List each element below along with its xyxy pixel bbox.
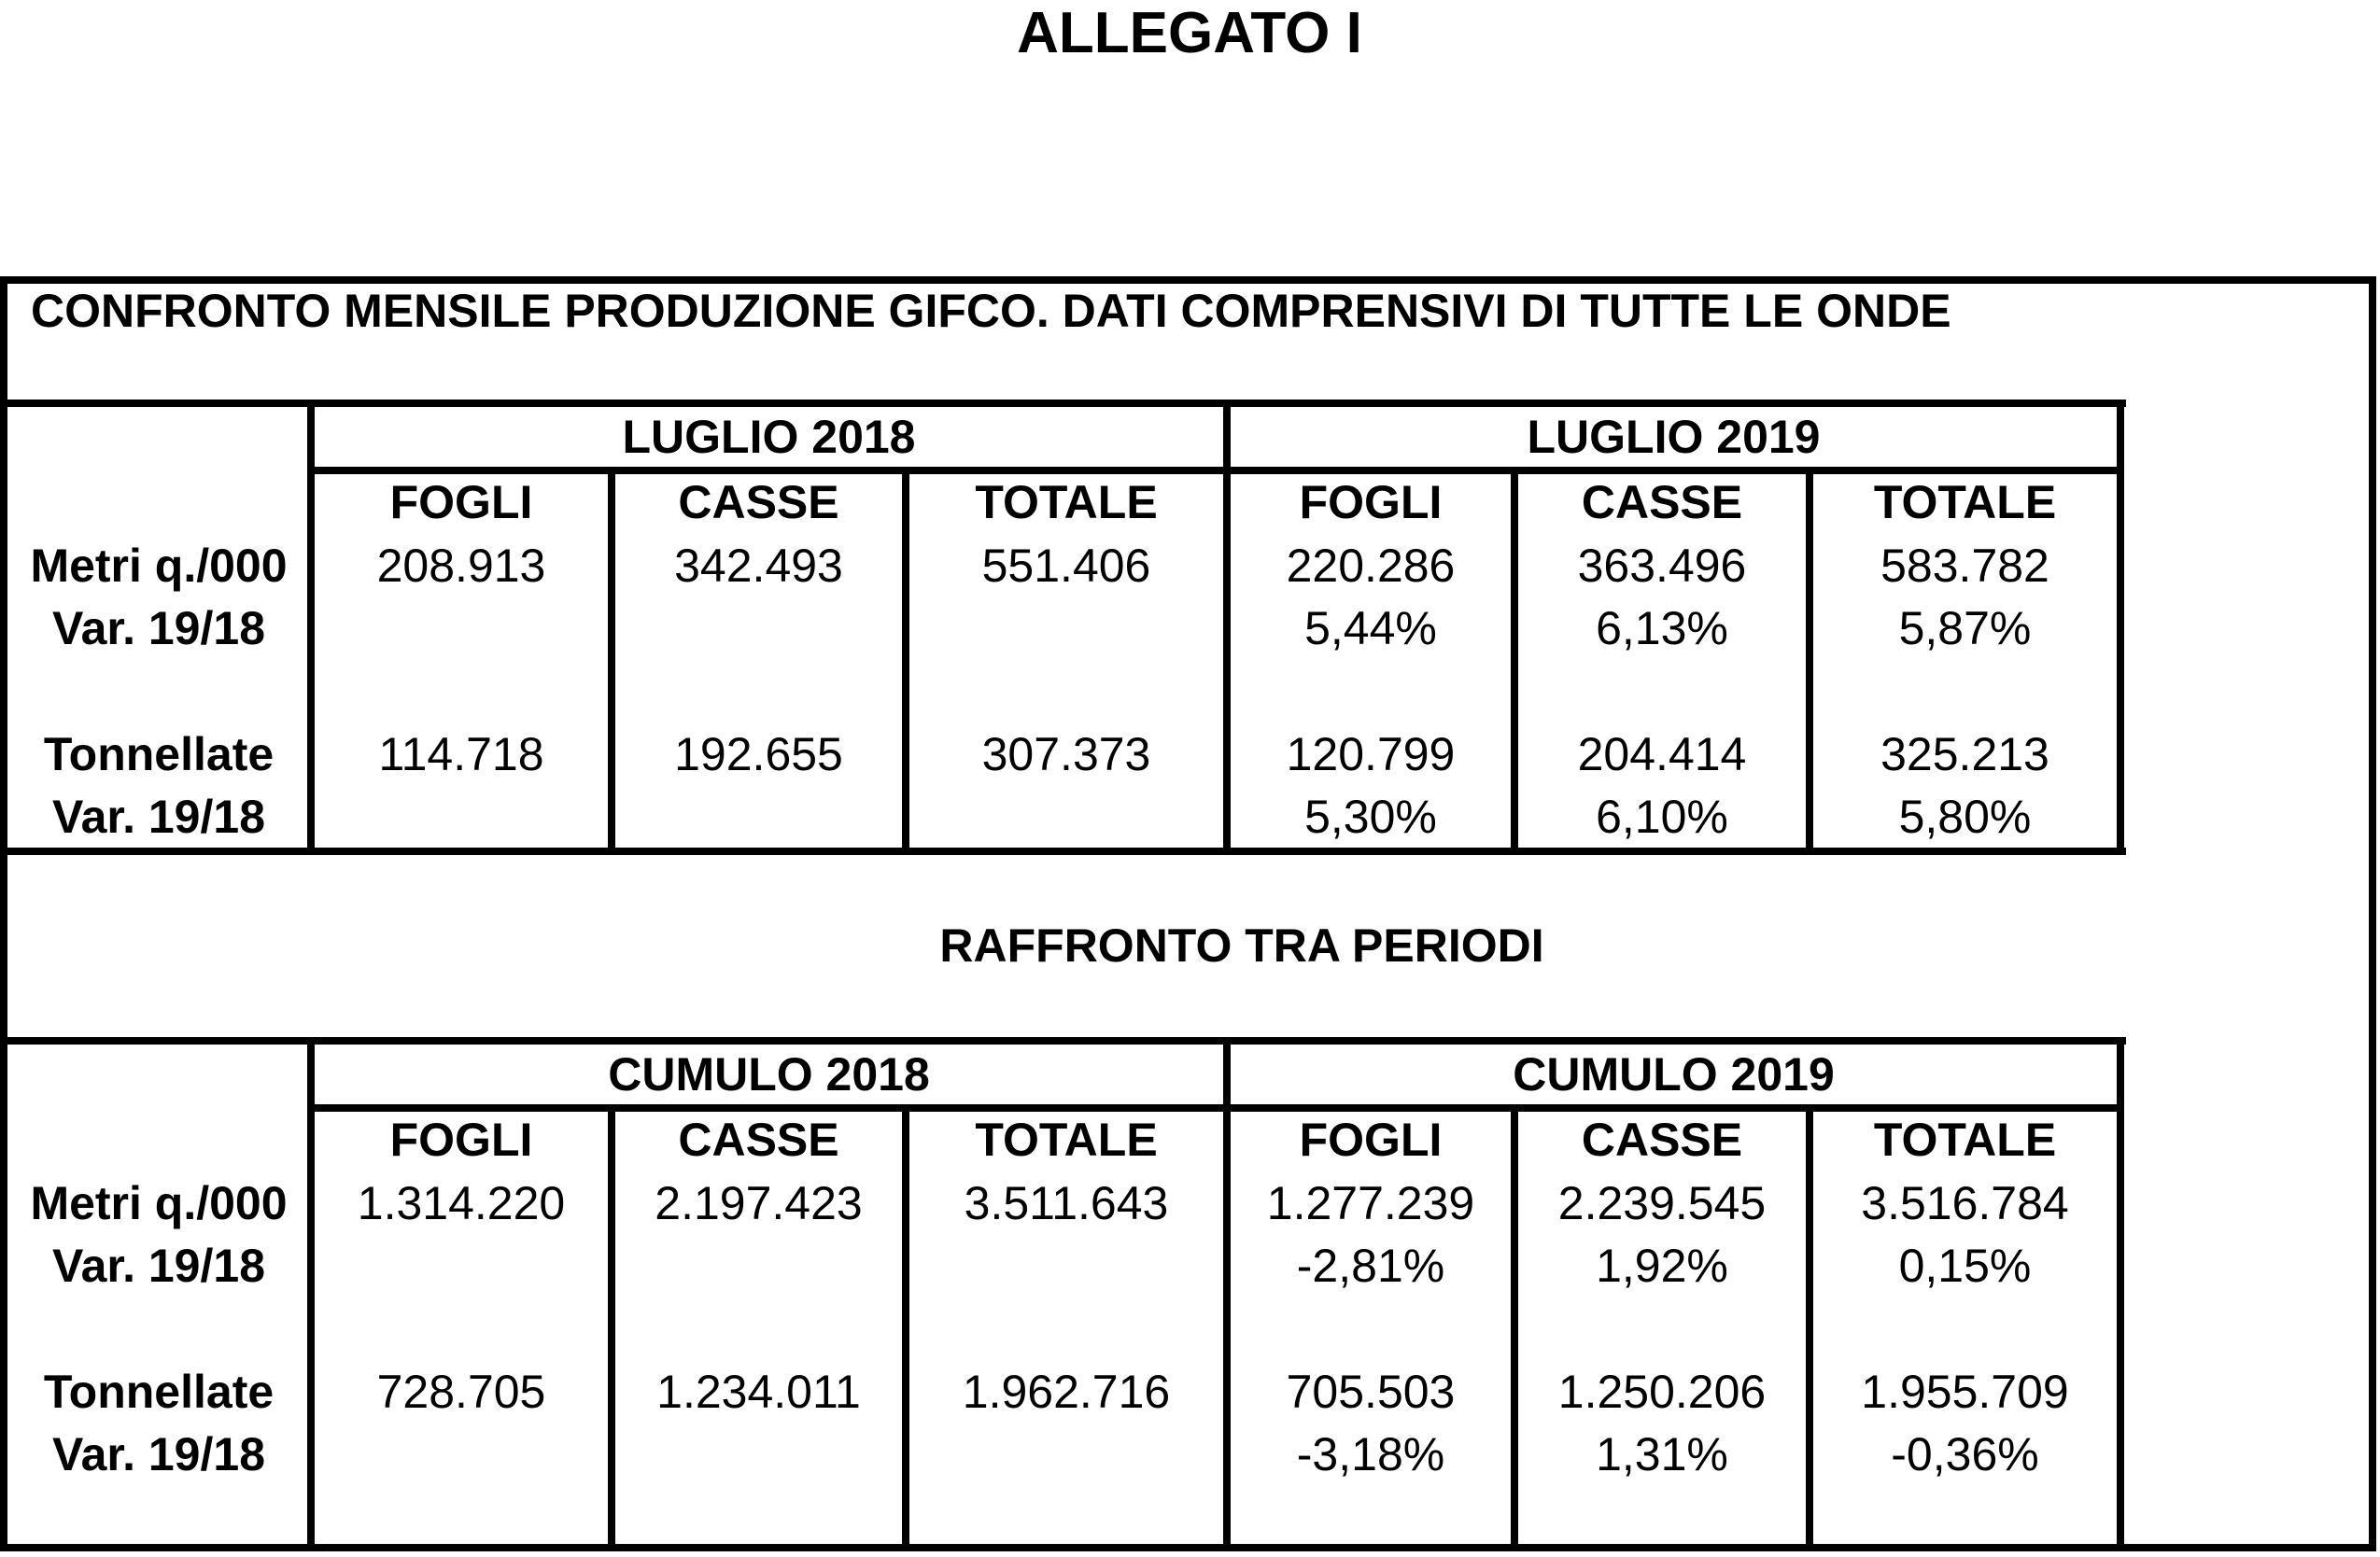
- table-cell: 342.493: [674, 540, 843, 592]
- column-divider: [902, 1108, 909, 1551]
- table-cell: 1.277.239: [1266, 1177, 1475, 1229]
- row-label: Tonnellate: [43, 1366, 275, 1418]
- row-label: Var. 19/18: [51, 1428, 266, 1480]
- table-cell: 208.913: [376, 540, 546, 592]
- table-cell: -3,18%: [1296, 1428, 1445, 1480]
- table-cell: 120.799: [1286, 728, 1456, 780]
- column-divider: [1511, 1108, 1518, 1551]
- table-cell: 114.718: [378, 728, 544, 780]
- group-header-divider: [307, 467, 2124, 474]
- table-cell: 204.414: [1577, 728, 1747, 780]
- column-divider: [1806, 470, 1813, 851]
- column-header: TOTALE: [975, 1114, 1158, 1166]
- column-header: CASSE: [678, 476, 839, 528]
- table-cell: 325.213: [1880, 728, 2049, 780]
- table-top-border: [0, 1037, 2126, 1045]
- table-cell: -2,81%: [1296, 1240, 1445, 1292]
- page-title: ALLEGATO I: [1017, 1, 1362, 65]
- column-header: CASSE: [678, 1114, 839, 1166]
- row-label: Tonnellate: [43, 728, 275, 780]
- column-header: TOTALE: [1873, 476, 2057, 528]
- group-divider: [1223, 403, 1231, 851]
- table-top-border: [0, 400, 2126, 407]
- row-label: Metri q./000: [30, 1177, 288, 1229]
- table-cell: 6,13%: [1596, 602, 1728, 654]
- table-cell: 0,15%: [1898, 1240, 2032, 1292]
- table-cell: -0,36%: [1891, 1428, 2039, 1480]
- table-cell: 1,92%: [1596, 1240, 1728, 1292]
- row-label: Var. 19/18: [51, 1240, 266, 1292]
- column-divider: [902, 470, 909, 851]
- table-cell: 2.239.545: [1557, 1177, 1767, 1229]
- table-cell: 192.655: [674, 728, 843, 780]
- table-cell: 1.250.206: [1557, 1366, 1767, 1418]
- column-header: CASSE: [1581, 1114, 1743, 1166]
- table-cell: 1.962.716: [962, 1366, 1171, 1418]
- table-right-border: [2117, 1041, 2124, 1551]
- table-cell: 1,31%: [1596, 1428, 1728, 1480]
- column-header: FOGLI: [1299, 476, 1443, 528]
- table-right-border: [2117, 403, 2124, 851]
- table-cell: 5,30%: [1304, 791, 1437, 843]
- report-heading: CONFRONTO MENSILE PRODUZIONE GIFCO. DATI COMPRENSIVI DI TUTTE LE ONDE: [31, 285, 1951, 337]
- column-header: CASSE: [1581, 476, 1743, 528]
- table-cell: 5,87%: [1898, 602, 2032, 654]
- row-label: Metri q./000: [30, 540, 288, 592]
- table-cell: 705.503: [1286, 1366, 1456, 1418]
- table-cell: 1.314.220: [357, 1177, 566, 1229]
- column-header: TOTALE: [975, 476, 1158, 528]
- table-cell: 5,44%: [1304, 602, 1437, 654]
- label-column-divider: [307, 1041, 315, 1551]
- label-column-divider: [307, 403, 315, 851]
- group-header-divider: [307, 1104, 2124, 1112]
- column-divider: [1511, 470, 1518, 851]
- table-cell: 2.197.423: [655, 1177, 863, 1229]
- column-header: FOGLI: [1299, 1114, 1443, 1166]
- section-heading: RAFFRONTO TRA PERIODI: [939, 919, 1544, 972]
- row-label: Var. 19/18: [51, 791, 266, 843]
- table-cell: 728.705: [376, 1366, 546, 1418]
- table-cell: 1.234.011: [656, 1366, 861, 1418]
- table-cell: 3.511.643: [964, 1177, 1169, 1229]
- table-cell: 5,80%: [1898, 791, 2032, 843]
- table-cell: 551.406: [981, 540, 1151, 592]
- column-divider: [608, 470, 615, 851]
- column-header: FOGLI: [389, 476, 533, 528]
- table-cell: 220.286: [1286, 540, 1456, 592]
- column-header: FOGLI: [389, 1114, 533, 1166]
- table-cell: 6,10%: [1596, 791, 1728, 843]
- column-divider: [608, 1108, 615, 1551]
- table-cell: 583.782: [1880, 540, 2049, 592]
- table-cell: 3.516.784: [1861, 1177, 2069, 1229]
- table-cell: 307.373: [981, 728, 1151, 780]
- group-header: CUMULO 2019: [1513, 1048, 1835, 1101]
- group-header: CUMULO 2018: [608, 1048, 930, 1101]
- table-cell: 1.955.709: [1861, 1366, 2069, 1418]
- table-cell: 363.496: [1577, 540, 1747, 592]
- row-label: Var. 19/18: [51, 602, 266, 654]
- group-header: LUGLIO 2018: [622, 411, 916, 463]
- column-divider: [1806, 1108, 1813, 1551]
- column-header: TOTALE: [1873, 1114, 2057, 1166]
- group-header: LUGLIO 2019: [1527, 411, 1821, 463]
- group-divider: [1223, 1041, 1231, 1551]
